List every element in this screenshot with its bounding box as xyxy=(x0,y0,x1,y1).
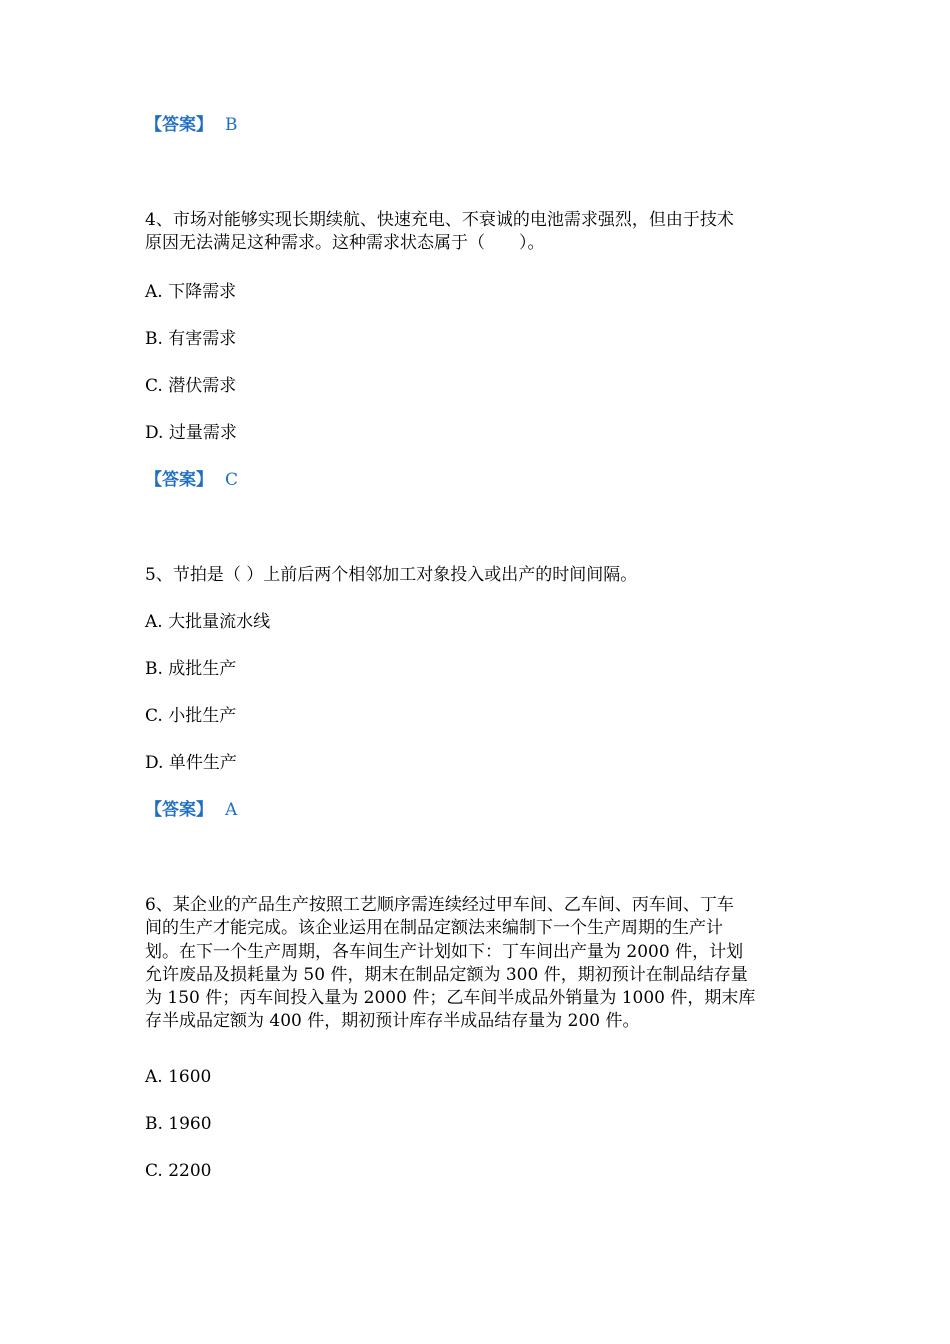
answer-value: A xyxy=(225,800,238,820)
answer-q4 xyxy=(145,469,238,492)
answer-label: 【答案】 xyxy=(145,800,213,820)
stem-line: 允许废品及损耗量为 50 件，期末在制品定额为 300 件，期初预计在制品结存量 xyxy=(145,964,748,985)
question-5-option-a: A. 大批量流水线 xyxy=(145,612,271,632)
answer-value: C xyxy=(225,470,239,490)
stem-line: 存半成品定额为 400 件，期初预计库存半成品结存量为 200 件。 xyxy=(145,1011,640,1032)
stem-line: 4、市场对能够实现长期续航、快速充电、不衰诚的电池需求强烈，但由于技术 xyxy=(145,210,734,230)
question-4-option-a: A. 下降需求 xyxy=(145,282,237,302)
question-5-stem: 5、节拍是（ ）上前后两个相邻加工对象投入或出产的时间间隔。 xyxy=(145,565,638,585)
question-5-option-d: D. 单件生产 xyxy=(145,753,237,773)
answer-label: 【答案】 xyxy=(145,115,213,135)
answer-q5 xyxy=(145,799,237,822)
stem-line: 为 150 件；丙车间投入量为 2000 件；乙车间半成品外销量为 1000 件，期末库 xyxy=(145,988,756,1009)
answer-value: B xyxy=(225,115,238,135)
stem-line: 原因无法满足这种需求。这种需求状态属于（ ）。 xyxy=(145,233,545,254)
question-6-stem xyxy=(145,894,810,1034)
question-4-option-b: B. 有害需求 xyxy=(145,329,237,349)
answer-label: 【答案】 xyxy=(145,470,213,490)
question-6-option-c: C. 2200 xyxy=(145,1161,212,1181)
question-6-option-a: A. 1600 xyxy=(145,1067,212,1087)
question-4-option-c: C. 潜伏需求 xyxy=(145,376,237,396)
answer-q3 xyxy=(145,114,238,137)
stem-line: 6、某企业的产品生产按照工艺顺序需连续经过甲车间、乙车间、丙车间、丁车 xyxy=(145,895,734,915)
question-4-stem xyxy=(145,209,810,256)
question-6-option-b: B. 1960 xyxy=(145,1114,212,1134)
question-5-option-c: C. 小批生产 xyxy=(145,706,237,726)
stem-line: 划。在下一个生产周期，各车间生产计划如下：丁车间出产量为 2000 件，计划 xyxy=(145,941,744,962)
stem-line: 间的生产才能完成。该企业运用在制品定额法来编制下一个生产周期的生产计 xyxy=(145,918,723,939)
question-5-option-b: B. 成批生产 xyxy=(145,659,237,679)
question-4-option-d: D. 过量需求 xyxy=(145,423,237,443)
